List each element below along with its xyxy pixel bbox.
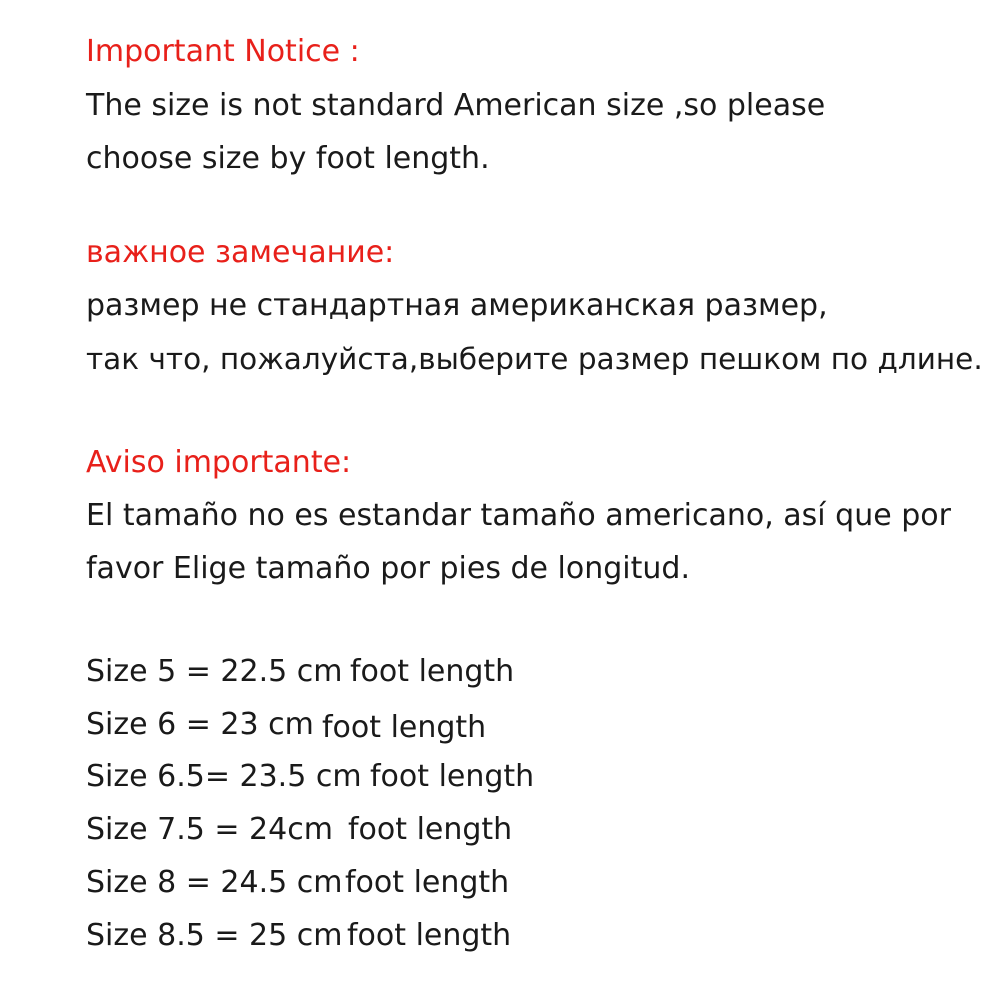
size-row (86, 916, 512, 956)
size-row (86, 652, 515, 692)
size-row-foot-length: foot length (322, 710, 487, 745)
size-row-size: Size 8 = 24.5 cm (86, 865, 343, 900)
size-row (86, 863, 510, 903)
size-row (86, 757, 535, 797)
size-row-foot-length: foot length (345, 865, 510, 900)
notice-ru-line-2: так что, пожалуйста,выберите размер пешком по длине. (86, 342, 983, 376)
size-row-size: Size 6.5= 23.5 cm (86, 759, 362, 794)
size-row-size: Size 8.5 = 25 cm (86, 918, 343, 953)
notice-en-line-1: The size is not standard American size ,so please (86, 88, 826, 123)
notice-ru-line-1: размер не стандартная американская размер, (86, 288, 828, 323)
notice-es-heading: Aviso importante: (86, 445, 352, 480)
size-row-foot-length: foot length (370, 759, 535, 794)
notice-en-line-2: choose size by foot length. (86, 141, 490, 176)
size-row-size: Size 5 = 22.5 cm (86, 654, 343, 689)
notice-ru-heading: важное замечание: (86, 235, 395, 270)
size-row (86, 810, 513, 850)
size-row (86, 705, 487, 745)
size-row-size: Size 7.5 = 24cm (86, 812, 333, 847)
size-row-size: Size 6 = 23 cm (86, 707, 314, 742)
size-row-foot-length: foot length (350, 654, 515, 689)
notice-es-line-2: favor Elige tamaño por pies de longitud. (86, 551, 690, 586)
notice-en-heading: Important Notice : (86, 34, 360, 69)
size-row-foot-length: foot length (347, 918, 512, 953)
size-row-foot-length: foot length (348, 812, 513, 847)
notice-es-line-1: El tamaño no es estandar tamaño americano, así que por (86, 498, 951, 533)
